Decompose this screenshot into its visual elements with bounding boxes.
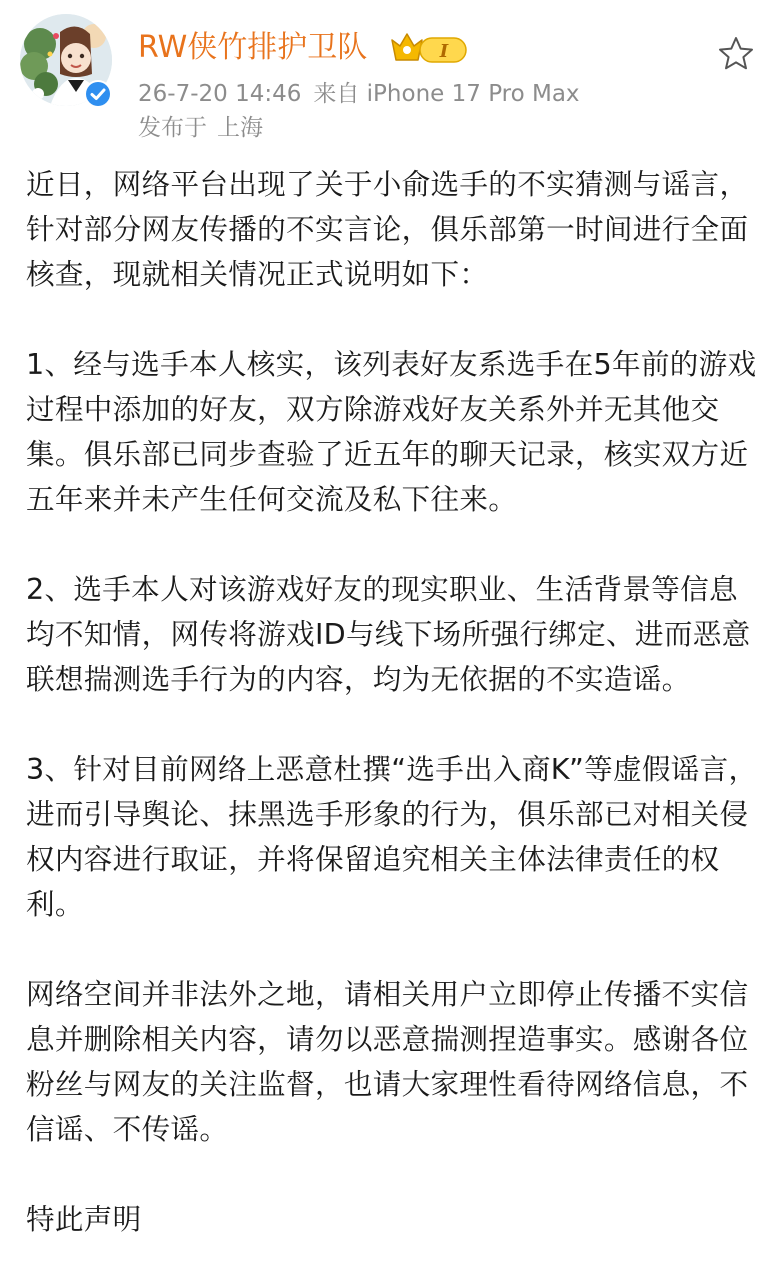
post-paragraph-2: 2、选手本人对该游戏好友的现实职业、生活背景等信息均不知情，网传将游戏ID与线下场所强行绑定、进而恶意联想揣测选手行为的内容，均为无依据的不实造谣。 <box>26 572 751 696</box>
vip-level: I <box>439 41 449 62</box>
post-source: 来自 iPhone 17 Pro Max <box>313 81 580 107</box>
star-outline-icon <box>716 34 756 74</box>
post-paragraph-closing: 网络空间并非法外之地，请相关用户立即停止传播不实信息并删除相关内容，请勿以恶意揣测捏造事实。感谢各位粉丝与网友的关注监督，也请大家理性看待网络信息，不信谣、不传谣。 <box>26 977 749 1146</box>
post-meta <box>138 78 592 110</box>
avatar-container <box>20 14 112 106</box>
location-prefix: 发布于 <box>138 115 207 141</box>
favorite-button[interactable] <box>716 34 756 74</box>
username[interactable]: RW侠竹排护卫队 <box>138 30 368 65</box>
post-body <box>26 162 766 1287</box>
verified-check-icon <box>84 80 112 108</box>
post-paragraph-1: 1、经与选手本人核实，该列表好友系选手在5年前的游戏过程中添加的好友，双方除游戏好友关系外并无其他交集。俱乐部已同步查验了近五年的聊天记录，核实双方近五年来并未产生任何交流及私下往来。 <box>26 347 757 516</box>
location-value: 上海 <box>217 115 263 141</box>
crown-vip-icon[interactable] <box>390 30 470 66</box>
post-paragraph-3: 3、针对目前网络上恶意杜撰“选手出入商K”等虚假谣言，进而引导舆论、抹黑选手形象的行为，俱乐部已对相关侵权内容进行取证，并将保留追究相关主体法律责任的权利。 <box>26 752 758 921</box>
post-timestamp: 26-7-20 14:46 <box>138 81 302 107</box>
post-header <box>0 0 783 150</box>
post-paragraph-declaration: 特此声明 <box>26 1202 142 1236</box>
post-location <box>138 112 263 144</box>
post-paragraph-intro: 近日，网络平台出现了关于小俞选手的不实猜测与谣言，针对部分网友传播的不实言论，俱乐部第一时间进行全面核查，现就相关情况正式说明如下： <box>26 167 749 291</box>
